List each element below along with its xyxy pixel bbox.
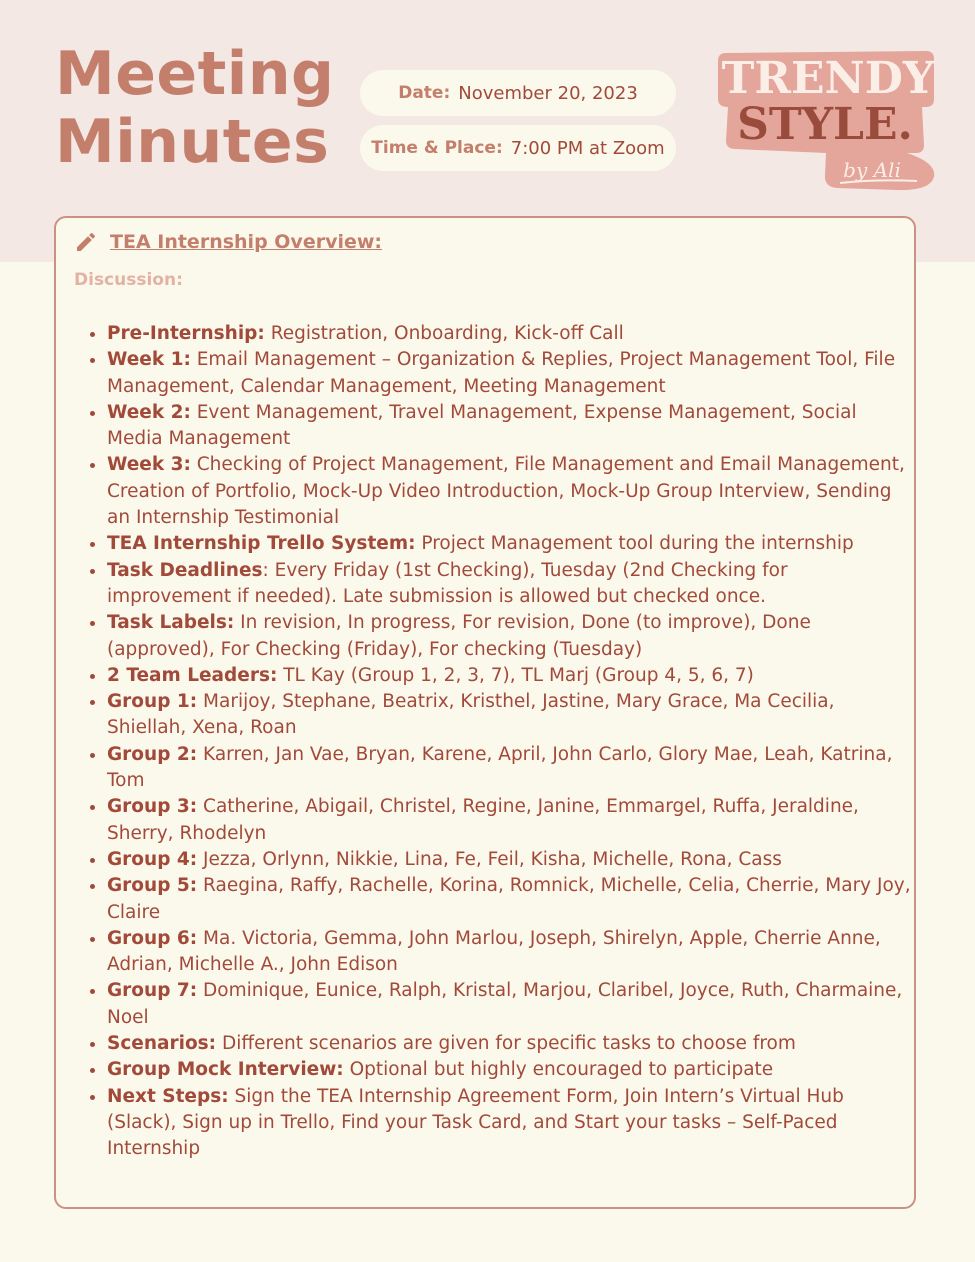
- list-item: [107, 689, 917, 742]
- list-item-text: Different scenarios are given for specific tasks to choose from: [216, 1033, 796, 1055]
- date-pill: [360, 70, 676, 116]
- list-item-text: Event Management, Travel Management, Expense Management, Social Media Management: [107, 401, 857, 450]
- list-item: [107, 794, 917, 847]
- list-item: [107, 847, 917, 873]
- list-item-text: Optional but highly encouraged to participate: [343, 1059, 774, 1081]
- time-place-pill: [360, 125, 676, 171]
- list-item: [107, 873, 917, 926]
- list-item-text: TL Kay (Group 1, 2, 3, 7), TL Marj (Group 4, 5, 6, 7): [277, 664, 754, 686]
- pencil-icon: [74, 230, 98, 254]
- list-item-text: Dominique, Eunice, Ralph, Kristal, Marjou, Claribel, Joyce, Ruth, Charmaine, Noel: [107, 980, 903, 1028]
- list-item-text: Sign the TEA Internship Agreement Form, Join Intern’s Virtual Hub (Slack), Sign up in Trello, Find your Task Card, and Start your tasks – Self-Paced Internship: [107, 1085, 844, 1160]
- time-place-label: Time & Place:: [371, 138, 503, 158]
- list-item: [107, 1084, 917, 1163]
- list-item-text: Project Management tool during the internship: [415, 533, 854, 555]
- list-item: [107, 452, 917, 531]
- list-item-label: Scenarios:: [107, 1033, 217, 1055]
- logo-line-2: STYLE.: [737, 99, 913, 150]
- list-item-label: Task Labels:: [107, 612, 235, 634]
- time-place-value: 7:00 PM at Zoom: [510, 137, 665, 159]
- date-label: Date:: [398, 83, 451, 103]
- list-item-text: Email Management – Organization & Replies, Project Management Tool, File Management, Calendar Management, Meeting Management: [107, 349, 896, 397]
- list-item-label: Week 2:: [107, 401, 191, 423]
- list-item: [107, 978, 917, 1031]
- list-item: [107, 1031, 917, 1057]
- list-item-text: Karren, Jan Vae, Bryan, Karene, April, John Carlo, Glory Mae, Leah, Katrina, Tom: [107, 743, 893, 792]
- list-item: [107, 926, 917, 979]
- list-item-label: Group 1:: [107, 691, 198, 713]
- list-item: [107, 558, 917, 611]
- list-item-label: Group 3:: [107, 796, 198, 818]
- overview-card: [54, 216, 916, 1209]
- list-item-text: In revision, In progress, For revision, Done (to improve), Done (approved), For Checking (Friday), For checking (Tuesday): [107, 612, 811, 660]
- title-line-1: Meeting: [55, 39, 335, 109]
- list-item-label: Week 3:: [107, 454, 191, 476]
- list-item-text: Ma. Victoria, Gemma, John Marlou, Joseph, Shirelyn, Apple, Cherrie Anne, Adrian, Michelle A., John Edison: [107, 927, 881, 976]
- list-item: [107, 347, 917, 400]
- list-item: [107, 531, 917, 557]
- list-item-label: 2 Team Leaders:: [107, 664, 278, 686]
- list-item-text: Checking of Project Management, File Management and Email Management, Creation of Portfolio, Mock-Up Video Introduction, Mock-Up Group Interview, Sending an Internship Testimonial: [107, 454, 905, 529]
- list-item-label: Group 4:: [107, 848, 198, 870]
- list-item-text: Registration, Onboarding, Kick-off Call: [264, 323, 624, 344]
- list-item-label: Group 2:: [107, 743, 198, 765]
- card-header: [74, 230, 382, 254]
- list-item: [107, 1057, 917, 1083]
- list-item-label: Next Steps:: [107, 1085, 229, 1107]
- list-item-text: Marijoy, Stephane, Beatrix, Kristhel, Jastine, Mary Grace, Ma Cecilia, Shiellah, Xena, Roan: [107, 691, 835, 739]
- list-item-label: Group 6:: [107, 927, 198, 949]
- logo-signature: by Ali: [843, 158, 901, 182]
- list-item-label: Pre-Internship:: [107, 323, 265, 344]
- list-item-label: TEA Internship Trello System:: [107, 533, 416, 555]
- list-item-text: Catherine, Abigail, Christel, Regine, Janine, Emmargel, Ruffa, Jeraldine, Sherry, Rhodelyn: [107, 796, 859, 844]
- date-value: November 20, 2023: [458, 82, 638, 104]
- title-line-2: Minutes: [55, 107, 330, 177]
- list-item: [107, 663, 917, 689]
- list-item-label: Group 7:: [107, 980, 198, 1002]
- discussion-list: [84, 321, 917, 1163]
- list-item-text: Jezza, Orlynn, Nikkie, Lina, Fe, Feil, Kisha, Michelle, Rona, Cass: [197, 848, 782, 870]
- card-title: TEA Internship Overview:: [110, 231, 383, 253]
- page-title: [55, 40, 335, 176]
- logo-line-1: TRENDY: [721, 53, 935, 104]
- list-item-label: Group 5:: [107, 875, 198, 897]
- discussion-label: Discussion:: [74, 270, 183, 290]
- list-item: [107, 321, 917, 347]
- list-item-text: Raegina, Raffy, Rachelle, Korina, Romnick, Michelle, Celia, Cherrie, Mary Joy, Claire: [107, 875, 911, 923]
- list-item-label: Group Mock Interview:: [107, 1059, 344, 1081]
- list-item-label: Task Deadlines: [107, 559, 263, 581]
- list-item: [107, 742, 917, 795]
- trendy-style-logo: [712, 45, 942, 195]
- list-item: [107, 400, 917, 453]
- list-item-text: : Every Friday (1st Checking), Tuesday (2nd Checking for improvement if needed). Late submission is allowed but checked once.: [107, 559, 788, 607]
- list-item: [107, 610, 917, 663]
- list-item-label: Week 1:: [107, 349, 191, 371]
